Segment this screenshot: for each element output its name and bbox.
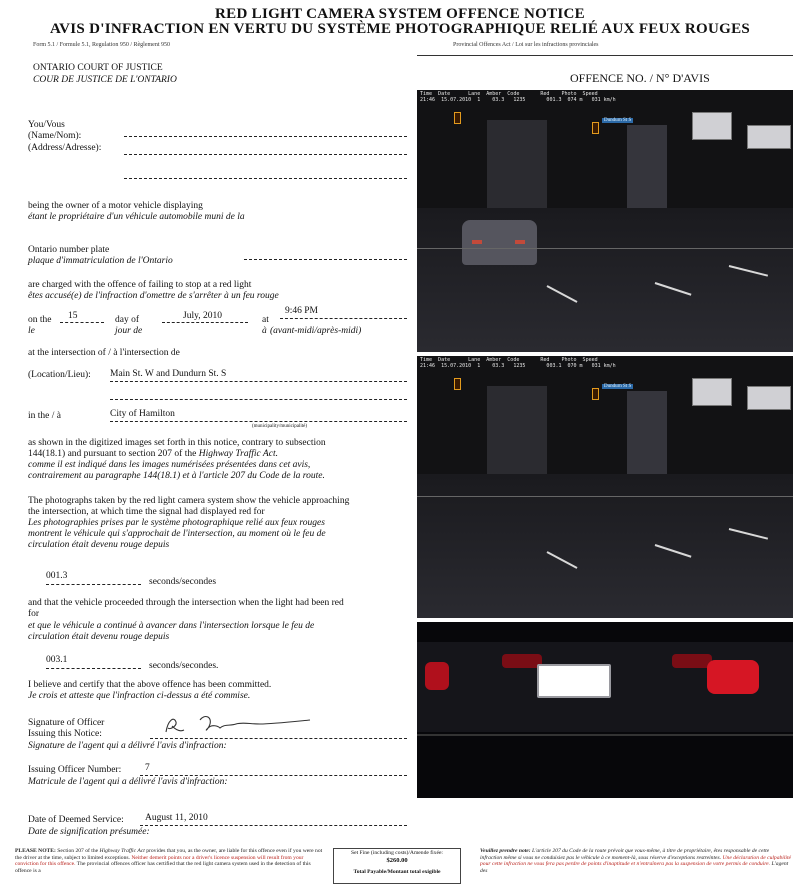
form-reference: Form 5.1 / Formule 5.1, Regulation 950 / Règlement 950 bbox=[33, 42, 170, 48]
month-line bbox=[162, 322, 248, 323]
municipality-value: City of Hamilton bbox=[110, 409, 175, 419]
signature-label-en-1: Signature of Officer bbox=[28, 718, 105, 728]
photo-1-data-overlay: Time Date Lane Amber Code Red Photo Speed 21:46 15.07.2010 1 03.3 1235 001.3 074 m 031 km/h bbox=[420, 91, 616, 103]
jour-de-label: jour de bbox=[115, 326, 143, 336]
owner-text-fr: étant le propriétaire d'un véhicule automobile muni de la bbox=[28, 212, 245, 222]
court-name-en: ONTARIO COURT OF JUSTICE bbox=[33, 63, 163, 73]
seconds-label-1: seconds/secondes bbox=[149, 577, 217, 587]
footer-note-fr: Veuillez prendre note: L'article 207 du Code de la route prévoit que vous-même, à titre de propriétaire, êtes responsable de cette infraction même si vous ne conduisiez pas le véhicule à ce moment-là, sous réserve d'exceptions restreintes. Une déclaration de culpabilité pour cette infraction ne vous fera pas perdre de points d'inaptitude et n'entraînera pas la suspension de votre permis de conduire. L'agent des bbox=[480, 848, 792, 874]
photo-2-data-overlay: Time Date Lane Amber Code Red Photo Speed 21:46 15.07.2010 1 03.3 1235 003.1 070 m 031 km/h bbox=[420, 357, 616, 369]
certify-text-fr: Je crois et atteste que l'infraction ci-dessus a été commise. bbox=[28, 691, 251, 701]
shown-text-en-2: 144(18.1) and pursuant to section 207 of the Highway Traffic Act. bbox=[28, 449, 278, 459]
signature-line bbox=[150, 738, 407, 739]
owner-text-en: being the owner of a motor vehicle displaying bbox=[28, 201, 203, 211]
proceeded-text-en-2: for bbox=[28, 609, 40, 619]
offence-time: 9:46 PM bbox=[285, 306, 318, 316]
location-label: (Location/Lieu): bbox=[28, 370, 91, 380]
red-duration-line-2 bbox=[46, 668, 141, 669]
location-value: Main St. W and Dundurn St. S bbox=[110, 369, 227, 379]
traffic-light-icon bbox=[592, 122, 599, 134]
act-reference: Provincial Offences Act / Loi sur les infractions provinciales bbox=[453, 42, 599, 48]
municipality-line bbox=[110, 421, 407, 422]
photos-text-fr-1: Les photographies prises par le système photographique relié aux feux rouges bbox=[28, 518, 325, 528]
deemed-service-value: August 11, 2010 bbox=[145, 813, 208, 823]
plate-label-en: Ontario number plate bbox=[28, 245, 110, 255]
charged-text-en: are charged with the offence of failing to stop at a red light bbox=[28, 280, 252, 290]
le-label: le bbox=[28, 326, 35, 336]
officer-number-label-en: Issuing Officer Number: bbox=[28, 765, 122, 775]
photos-text-en-1: The photographs taken by the red light camera system show the vehicle approaching bbox=[28, 496, 350, 506]
address-line-1 bbox=[124, 154, 407, 155]
signature-label-en-2: Issuing this Notice: bbox=[28, 729, 102, 739]
red-duration-line-1 bbox=[46, 584, 141, 585]
proceeded-text-fr-2: circulation était devenu rouge depuis bbox=[28, 632, 170, 642]
street-sign: Dundurn St S bbox=[604, 118, 632, 123]
traffic-light-icon bbox=[592, 388, 599, 400]
name-line bbox=[124, 136, 407, 137]
officer-signature bbox=[160, 712, 320, 740]
time-line bbox=[280, 318, 407, 319]
set-fine-box bbox=[333, 848, 461, 884]
notice-title-fr: AVIS D'INFRACTION EN VERTU DU SYSTÈME PHOTOGRAPHIQUE RELIÉ AUX FEUX ROUGES bbox=[49, 21, 751, 37]
photos-text-en-2: the intersection, at which time the signal had displayed red for bbox=[28, 507, 265, 517]
shown-text-fr-1: comme il est indiqué dans les images numérisées présentées dans cet avis, bbox=[28, 460, 311, 470]
shown-text-fr-2: contrairement au paragraphe 144(18.1) et à l'article 207 du Code de la route. bbox=[28, 471, 325, 481]
total-payable-label: Total Payable/Montant total exigible bbox=[353, 869, 441, 875]
camera-photo-2 bbox=[417, 356, 793, 618]
licence-plate bbox=[537, 664, 611, 698]
deemed-service-line bbox=[140, 825, 407, 826]
name-label: (Name/Nom): bbox=[28, 131, 82, 141]
photos-text-fr-2: montrent le véhicule qui s'approchait de l'intersection, au moment où le feu de bbox=[28, 529, 326, 539]
offence-day: 15 bbox=[68, 311, 78, 321]
traffic-light-icon bbox=[454, 378, 461, 390]
red-duration-approach: 001.3 bbox=[46, 571, 68, 581]
offence-number-label: OFFENCE NO. / N° D'AVIS bbox=[570, 71, 710, 85]
officer-number-label-fr: Matricule de l'agent qui a délivré l'avis d'infraction: bbox=[28, 777, 228, 787]
plate-label-fr: plaque d'immatriculation de l'Ontario bbox=[28, 256, 173, 266]
court-name-fr: COUR DE JUSTICE DE L'ONTARIO bbox=[33, 75, 177, 85]
in-the-label: in the / à bbox=[28, 411, 61, 421]
plate-line bbox=[244, 259, 407, 260]
signature-label-fr: Signature de l'agent qui a délivré l'avis d'infraction: bbox=[28, 741, 227, 751]
on-the-label: on the bbox=[28, 315, 52, 325]
camera-photo-1 bbox=[417, 90, 793, 352]
licence-plate-photo bbox=[417, 622, 793, 798]
deemed-service-label-en: Date of Deemed Service: bbox=[28, 815, 124, 825]
street-sign: Dundurn St S bbox=[604, 384, 632, 389]
location-line-2 bbox=[110, 399, 407, 400]
officer-number-line bbox=[140, 775, 407, 776]
you-label: You/Vous bbox=[28, 120, 65, 130]
charged-text-fr: êtes accusé(e) de l'infraction d'omettre de s'arrêter à un feu rouge bbox=[28, 291, 279, 301]
day-line bbox=[60, 322, 104, 323]
at-label: at bbox=[262, 315, 269, 325]
certify-text-en: I believe and certify that the above offence has been committed. bbox=[28, 680, 272, 690]
officer-number-value: 7 bbox=[145, 763, 150, 773]
offence-month-year: July, 2010 bbox=[183, 311, 222, 321]
proceeded-text-en-1: and that the vehicle proceeded through the intersection when the light had been red bbox=[28, 598, 344, 608]
photos-text-fr-3: circulation était devenu rouge depuis bbox=[28, 540, 170, 550]
deemed-service-label-fr: Date de signification présumée: bbox=[28, 827, 150, 837]
shown-text-en-1: as shown in the digitized images set forth in this notice, contrary to subsection bbox=[28, 438, 326, 448]
address-line-2 bbox=[124, 178, 407, 179]
seconds-label-2: seconds/secondes. bbox=[149, 661, 219, 671]
address-label: (Address/Adresse): bbox=[28, 143, 102, 153]
proceeded-text-fr-1: et que le véhicule a continué à avancer dans l'intersection lorsque le feu de bbox=[28, 621, 315, 631]
a-label-fr: à bbox=[262, 326, 267, 336]
notice-title-en: RED LIGHT CAMERA SYSTEM OFFENCE NOTICE bbox=[215, 6, 585, 22]
traffic-light-icon bbox=[454, 112, 461, 124]
set-fine-label: Set Fine (including costs)/Amende fixée: bbox=[351, 850, 443, 856]
municipality-note: (municipality/municipalité) bbox=[252, 424, 307, 429]
red-duration-proceed: 003.1 bbox=[46, 655, 68, 665]
intersection-label: at the intersection of / à l'intersection de bbox=[28, 348, 180, 358]
day-of-label: day of bbox=[115, 315, 140, 325]
location-line-1 bbox=[110, 381, 407, 382]
ampm-label-fr: (avant-midi/après-midi) bbox=[270, 326, 362, 336]
footer-note-en: PLEASE NOTE: Section 207 of the Highway Traffic Act provides that you, as the owner, are liable for this offence even if you were not the driver at the time, subject to limited exceptions. Neither demerit points nor a driver's licence suspension will result from your conviction for this offence. The provincial offences officer has certified that the red light camera system used in the detection of this offence is a bbox=[15, 848, 323, 874]
set-fine-amount: $260.00 bbox=[386, 857, 408, 864]
header-rule bbox=[417, 55, 793, 56]
